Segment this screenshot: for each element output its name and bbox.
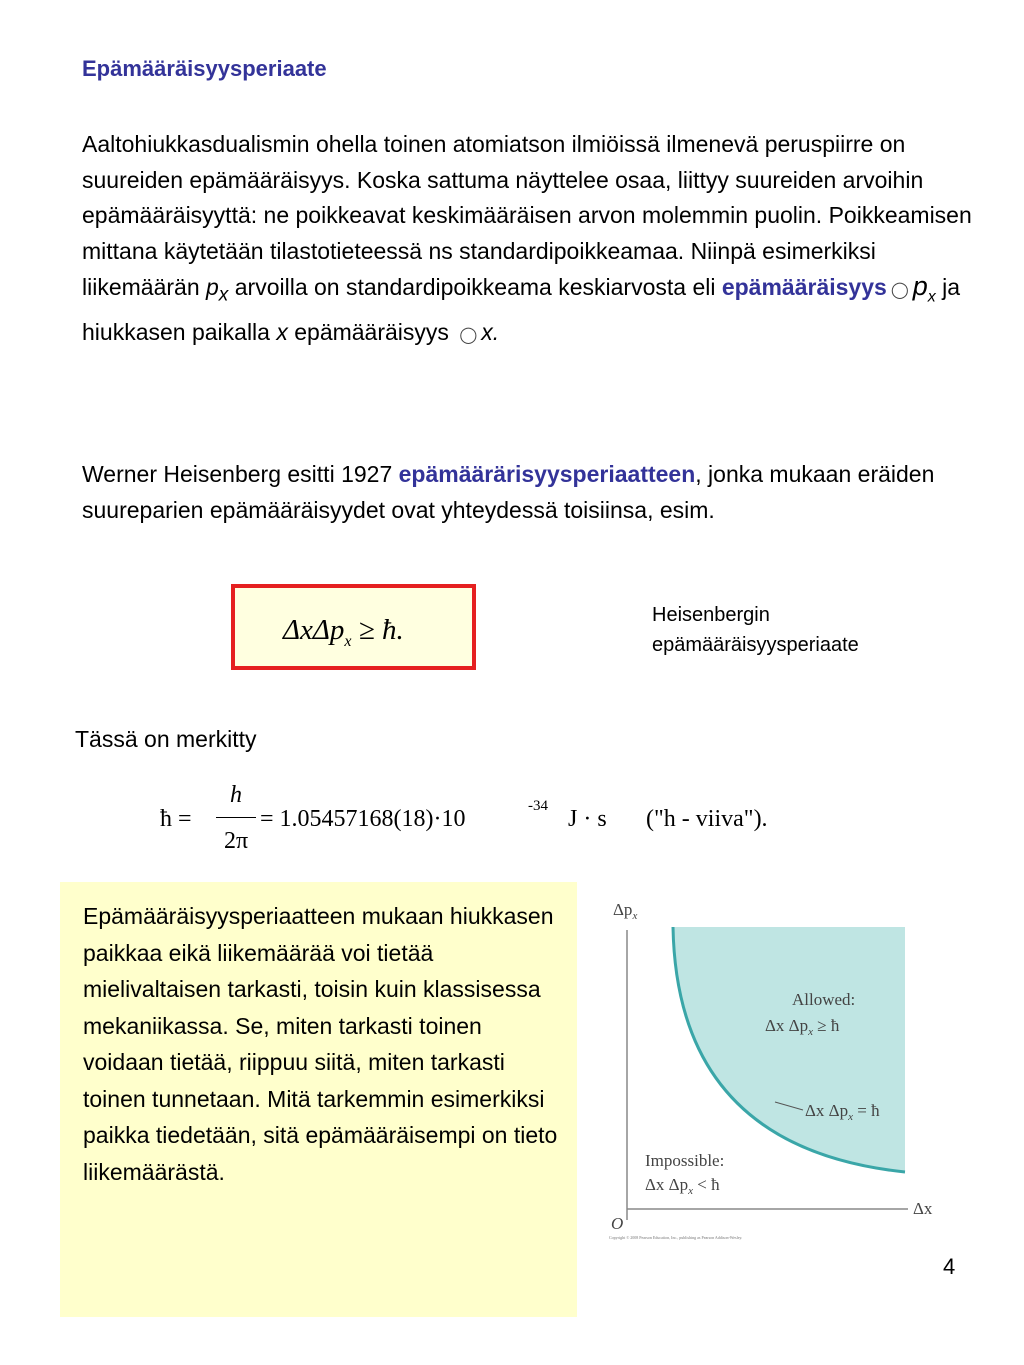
label-part: Δx Δp [805,1101,849,1120]
equation-rhs: = 1.05457168(18)·10 [260,806,466,832]
equation-lhs: ħ = [160,806,192,832]
fraction-denominator: 2π [223,828,249,854]
curve-label [805,1101,880,1123]
equation-note: ("h - viiva"). [646,806,768,832]
page-title: Epämääräisyysperiaate [82,56,327,81]
fraction-bar [216,817,256,818]
uncertainty-formula [283,614,404,651]
caption-line: Heisenbergin [652,604,770,626]
allowed-relation [765,1016,840,1038]
momentum-subscript: x [927,288,936,306]
uncertainty-formula-box [231,584,476,670]
label-part: ≥ ħ [813,1016,840,1035]
text-segment: , jonka mukaan eräiden suureparien epämääräisyydet ovat yhteydessä toisiinsa, esim. [82,461,935,523]
impossible-title: Impossible: [645,1151,725,1170]
formula-part: ≥ ħ. [351,614,404,646]
symbol-glyph-icon: ◯ [890,282,909,299]
label-part: Δx Δp [765,1016,809,1035]
label-part: = ħ [853,1101,880,1120]
allowed-title: Allowed: [792,990,856,1009]
y-axis-label [613,900,637,922]
copyright-note: Copyright © 2008 Pearson Education, Inc., publishing as Pearson Addison-Wesley. [609,1235,743,1240]
note-text: Epämääräisyysperiaatteen mukaan hiukkasen paikkaa eikä liikemäärää voi tietää mielivaltaisen tarkasti, toisin kuin klassisessa mekaniikassa. Se, miten tarkasti toinen voidaan tietää, riippuu siitä, miten tarkasti toinen tunnetaan. Mitä tarkemmin esimerkiksi paikka tiedetään, sitä epämääräisempi on tieto liikemäärästä. [83,903,558,1185]
fraction-numerator: h [230,782,242,808]
allowed-region [673,927,905,1172]
text-segment: Werner Heisenberg esitti 1927 [82,461,399,487]
equation-unit: J · s [568,806,607,832]
label-subscript: x [688,1185,694,1197]
keyword-principle: epämäärärisyysperiaatteen [398,461,696,487]
label-part: Δx Δp [645,1175,689,1194]
symbol-glyph-icon: ◯ [459,326,478,344]
hbar-equation [160,782,840,862]
position-text: x. [481,318,500,345]
page-number: 4 [943,1254,956,1279]
heisenberg-paragraph [82,457,992,528]
label-part: Δp [613,900,633,919]
label-subscript: x [848,1111,854,1123]
momentum-letter: p [206,274,219,300]
notation-label: Tässä on merkitty [75,726,257,752]
origin-label: O [611,1214,624,1233]
formula-caption [652,600,859,660]
label-subscript: x [632,910,638,922]
text-segment: arvoilla on standardipoikkeama keskiarvosta eli [228,274,722,300]
momentum-subscript: x [218,284,229,306]
label-subscript: x [808,1026,814,1038]
impossible-relation [645,1175,720,1197]
x-axis-label: Δx [913,1199,933,1218]
keyword-uncertainty: epämääräisyys [721,274,887,300]
label-part: < ħ [693,1175,720,1194]
note-box [60,882,577,1317]
text-segment: Aaltohiukkasdualismin ohella toinen atomiatson ilmiöissä ilmenevä peruspiirre on suureiden epämääräisyys. Koska sattuma näyttelee osaa, liittyy suureiden arvoihin epämääräisyyttä: ne poikkeavat keskimääräisen arvon molemmin puolin. Poikkeamisen mittana käytetään tilastotieteessä ns standardipoikkeamaa. Niinpä esimerkiksi liikemäärän [82,131,972,300]
momentum-symbol [206,274,229,306]
text-segment: epämääräisyys [287,318,456,345]
momentum-symbol-large [912,271,936,306]
caption-line: epämääräisyysperiaate [652,634,859,656]
position-variable: x [276,318,288,345]
equation-exponent: -34 [528,798,548,814]
formula-part: ΔxΔp [283,614,345,646]
formula-subscript: x [344,632,352,650]
text-segment: ja hiukkasen paikalla [82,274,961,345]
momentum-letter: p [912,271,928,301]
intro-paragraph [82,127,992,353]
uncertainty-graph [605,890,965,1250]
